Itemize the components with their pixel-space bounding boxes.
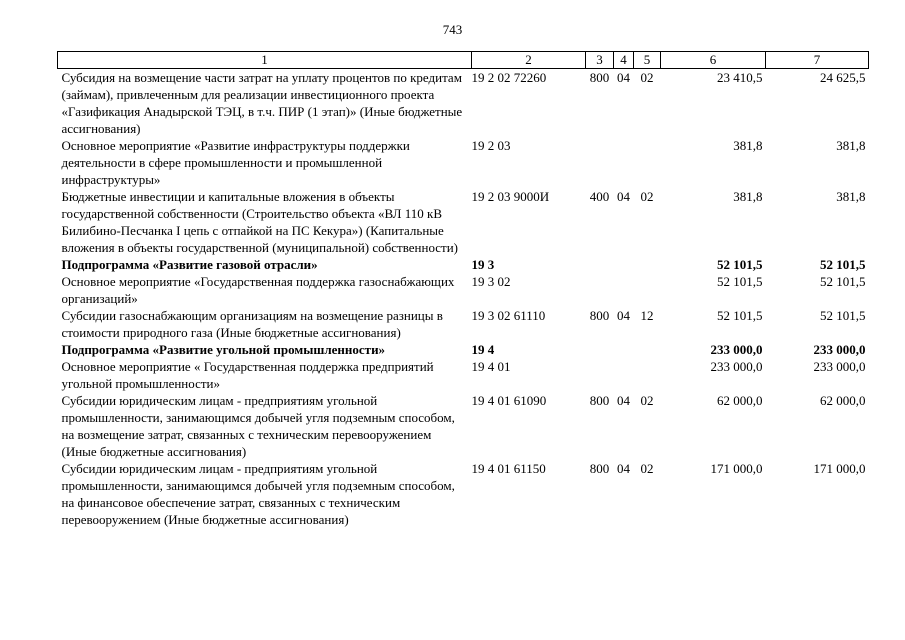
row-section (614, 341, 634, 358)
row-amount-col7: 52 101,5 (820, 257, 866, 272)
row-section (614, 358, 634, 392)
header-col-2: 2 (472, 52, 586, 69)
row-code: 19 4 (471, 342, 495, 357)
row-description: Субсидия на возмещение части затрат на уплату процентов по кредитам (займам), привлеченным для реализации инвестиционного проекта «Газификация Анадырской ТЭЦ, в т.ч. ПИР (1 этап)» (Иные бюджетные ассигнования) (61, 70, 463, 136)
row-amount-col6: 23 410,5 (717, 70, 763, 85)
row-section: 04 (617, 461, 630, 476)
table-row (58, 188, 869, 256)
row-description: Основное мероприятие « Государственная поддержка предприятий угольной промышленности» (61, 359, 434, 391)
row-code: 19 2 03 (471, 138, 511, 153)
row-subsection: 02 (640, 70, 654, 85)
row-subsection (634, 256, 661, 273)
row-description: Основное мероприятие «Развитие инфраструктуры поддержки деятельности в сфере промышленности и промышленной инфраструктуры» (61, 138, 410, 187)
row-description: Субсидии юридическим лицам - предприятиям угольной промышленности, занимающимся добычей угля подземным способом, на финансовое обеспечение затрат, связанных с техническим перевооружением (Иные бюджетные ассигнования) (61, 461, 455, 527)
row-amount-col7: 381,8 (836, 138, 866, 153)
row-amount-col6: 233 000,0 (710, 342, 763, 357)
table-header (58, 52, 869, 69)
row-amount-col6: 62 000,0 (717, 393, 763, 408)
row-amount-col6: 52 101,5 (717, 274, 763, 289)
row-description: Подпрограмма «Развитие газовой отрасли» (61, 257, 318, 272)
row-amount-col6: 52 101,5 (717, 308, 763, 323)
budget-table (57, 51, 869, 528)
row-section: 04 (617, 189, 630, 204)
row-expense-type (586, 273, 614, 307)
row-description: Основное мероприятие «Государственная поддержка газоснабжающих организаций» (61, 274, 455, 306)
row-amount-col6: 381,8 (733, 189, 763, 204)
row-description: Субсидии юридическим лицам - предприятиям угольной промышленности, занимающимся добычей угля подземным способом, на возмещение затрат, связанных с техническим перевооружением (Иные бюджетные ассигнования) (61, 393, 455, 459)
page-number: 743 (442, 22, 463, 37)
row-code: 19 4 01 61090 (471, 393, 547, 408)
header-col-7: 7 (766, 52, 869, 69)
row-section: 04 (617, 308, 630, 323)
table-row (58, 460, 869, 528)
row-code: 19 4 01 (471, 359, 511, 374)
row-code: 19 3 02 (471, 274, 511, 289)
row-subsection (634, 273, 661, 307)
row-amount-col6: 233 000,0 (710, 359, 763, 374)
table-row (58, 392, 869, 460)
row-code: 19 2 02 72260 (471, 70, 547, 85)
row-expense-type: 800 (589, 461, 610, 476)
table-body (58, 69, 869, 529)
row-subsection: 12 (640, 308, 654, 323)
row-expense-type: 400 (589, 189, 610, 204)
row-subsection (634, 341, 661, 358)
row-code: 19 4 01 61150 (471, 461, 546, 476)
table-row (58, 69, 869, 138)
table-row (58, 358, 869, 392)
row-amount-col6: 381,8 (733, 138, 763, 153)
row-subsection: 02 (640, 393, 654, 408)
table-row (58, 307, 869, 341)
row-code: 19 3 02 61110 (471, 308, 546, 323)
row-subsection: 02 (640, 461, 654, 476)
row-expense-type (586, 341, 614, 358)
row-section (614, 273, 634, 307)
header-col-5: 5 (634, 52, 661, 69)
row-expense-type (586, 358, 614, 392)
header-col-4: 4 (614, 52, 634, 69)
table-row (58, 137, 869, 188)
row-code: 19 3 (471, 257, 495, 272)
row-code: 19 2 03 9000И (471, 189, 550, 204)
row-amount-col7: 52 101,5 (820, 308, 866, 323)
row-section (614, 256, 634, 273)
row-amount-col6: 171 000,0 (710, 461, 763, 476)
row-amount-col7: 52 101,5 (820, 274, 866, 289)
row-expense-type: 800 (589, 308, 610, 323)
row-subsection (634, 137, 661, 188)
row-expense-type: 800 (589, 393, 610, 408)
header-row (58, 52, 869, 69)
row-amount-col7: 233 000,0 (813, 342, 866, 357)
row-amount-col7: 233 000,0 (813, 359, 866, 374)
row-section: 04 (617, 70, 630, 85)
header-col-6: 6 (661, 52, 766, 69)
header-col-3: 3 (586, 52, 614, 69)
row-subsection (634, 358, 661, 392)
row-section: 04 (617, 393, 630, 408)
table-row (58, 256, 869, 273)
row-amount-col7: 62 000,0 (820, 393, 866, 408)
row-expense-type: 800 (589, 70, 610, 85)
row-amount-col7: 24 625,5 (820, 70, 866, 85)
table-row (58, 341, 869, 358)
row-description: Субсидии газоснабжающим организациям на возмещение разницы в стоимости природного газа (Иные бюджетные ассигнования) (61, 308, 443, 340)
table-row (58, 273, 869, 307)
row-amount-col7: 381,8 (836, 189, 866, 204)
header-col-1: 1 (58, 52, 472, 69)
row-amount-col7: 171 000,0 (813, 461, 866, 476)
row-expense-type (586, 256, 614, 273)
row-subsection: 02 (640, 189, 654, 204)
row-section (614, 137, 634, 188)
row-description: Бюджетные инвестиции и капитальные вложения в объекты государственной собственности (Строительство объекта «ВЛ 110 кВ Билибино-Песчанка I цепь с отпайкой на ПС Кекура») (Капитальные вложения в объекты государственной (муниципальной) собственности) (61, 189, 459, 255)
row-expense-type (586, 137, 614, 188)
row-description: Подпрограмма «Развитие угольной промышленности» (61, 342, 386, 357)
row-amount-col6: 52 101,5 (717, 257, 763, 272)
